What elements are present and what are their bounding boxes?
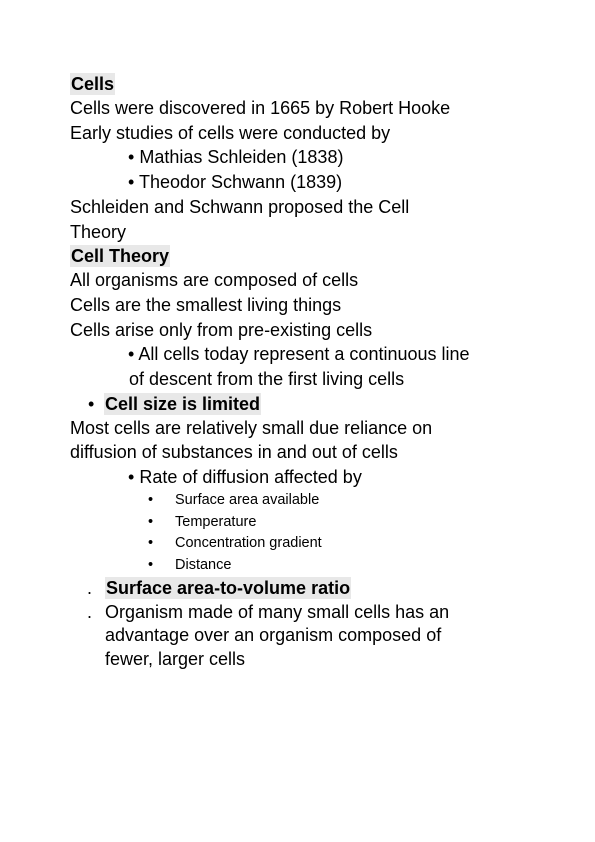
list-item bbox=[70, 465, 550, 490]
text-line: Cells arise only from pre-existing cells bbox=[70, 319, 373, 340]
text-line: Early studies of cells were conducted by bbox=[70, 122, 391, 143]
diffusion-factor-list bbox=[70, 490, 550, 577]
theory-heading-line bbox=[70, 244, 550, 268]
text-line: Most cells are relatively small due reliance on bbox=[70, 417, 433, 438]
list-item-label: Rate of diffusion affected by bbox=[139, 467, 362, 488]
list-item-continuation: of descent from the first living cells bbox=[129, 369, 405, 390]
list-item bbox=[70, 533, 550, 555]
size-heading: Cell size is limited bbox=[105, 393, 261, 414]
list-item bbox=[70, 170, 550, 195]
list-item-label: Mathias Schleiden (1838) bbox=[139, 147, 344, 168]
size-heading-line bbox=[70, 392, 550, 416]
bullet-icon: • bbox=[128, 467, 135, 488]
list-item bbox=[70, 490, 550, 512]
ratio-heading: Surface area-to-volume ratio bbox=[106, 578, 351, 599]
text-line: Cells were discovered in 1665 by Robert Hooke bbox=[70, 98, 451, 118]
bullet-icon: • bbox=[88, 393, 95, 414]
square-bullet-icon: . bbox=[87, 601, 93, 622]
text-line: Cells are the smallest living things bbox=[70, 294, 342, 315]
bullet-icon: • bbox=[148, 557, 154, 574]
theory-heading: Cell Theory bbox=[71, 246, 170, 267]
ratio-heading-line bbox=[70, 577, 550, 601]
bullet-icon: • bbox=[128, 147, 135, 168]
text-line: Theory bbox=[70, 221, 127, 242]
ratio-line: advantage over an organism composed of bbox=[105, 625, 442, 646]
bullet-icon: • bbox=[148, 535, 154, 552]
bullet-icon: • bbox=[128, 172, 135, 193]
text-line: All organisms are composed of cells bbox=[70, 270, 359, 291]
ratio-text bbox=[70, 601, 550, 672]
list-item-label: Temperature bbox=[175, 513, 257, 530]
list-item-label: All cells today represent a continuous line bbox=[138, 344, 470, 365]
list-item bbox=[70, 555, 550, 577]
document-page bbox=[70, 72, 550, 671]
list-item-label: Concentration gradient bbox=[175, 535, 322, 552]
ratio-line: Organism made of many small cells has an bbox=[105, 601, 450, 622]
list-item-label: Distance bbox=[175, 557, 232, 574]
ratio-line: fewer, larger cells bbox=[105, 648, 246, 669]
bullet-icon: • bbox=[148, 513, 154, 530]
bullet-icon: • bbox=[128, 344, 135, 365]
list-item bbox=[70, 512, 550, 534]
list-item bbox=[70, 342, 550, 367]
text-line: Schleiden and Schwann proposed the Cell bbox=[70, 196, 410, 217]
text-line: diffusion of substances in and out of cells bbox=[70, 442, 398, 463]
bullet-icon: • bbox=[148, 491, 154, 508]
list-item bbox=[70, 145, 550, 170]
cells-heading-line bbox=[70, 72, 550, 96]
square-bullet-icon: . bbox=[87, 578, 93, 599]
list-item-label: Surface area available bbox=[175, 491, 320, 508]
cells-heading: Cells bbox=[71, 74, 115, 94]
list-item-label: Theodor Schwann (1839) bbox=[139, 172, 343, 193]
